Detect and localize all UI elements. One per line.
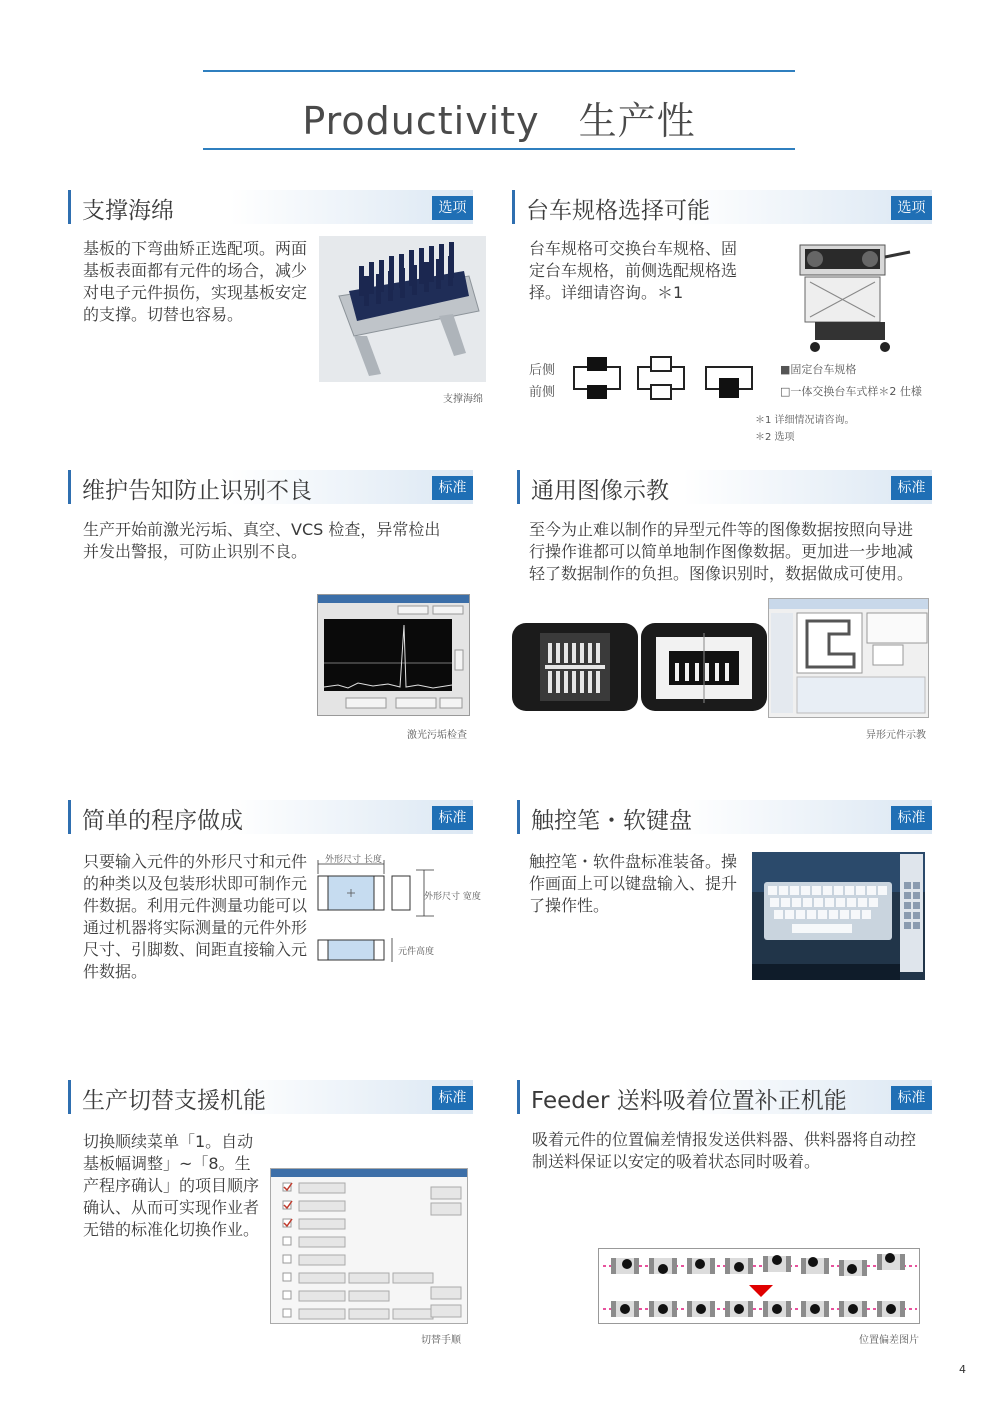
section-text: 吸着元件的位置偏差情报发送供料器、供料器将自动控制送料保证以安定的吸着状态同时吸着。	[532, 1130, 917, 1171]
section-text: 基板的下弯曲矫正选配项。两面基板表面都有元件的场合，减少对电子元件损伤，实现基板安定的支撑。切替也容易。	[83, 239, 308, 324]
figure-caption: 位置偏差图片	[859, 1335, 919, 1346]
section-header-touch-pen-keyboard	[517, 800, 932, 834]
standard-badge: 标准	[891, 476, 932, 500]
footnote-1: ＊1 详细情况请咨询。	[755, 415, 855, 426]
standard-badge: 标准	[432, 806, 473, 830]
support-sponge-photo	[319, 236, 486, 382]
section-title: Feeder 送料吸着位置补正机能	[531, 1088, 847, 1114]
cart-config-diagrams	[572, 356, 757, 400]
figure-caption: 异形元件示教	[866, 730, 926, 741]
section-text: 台车规格可交换台车规格、固定台车规格，前侧选配规格选择。详细请咨询。＊1	[529, 239, 738, 302]
legend-fixed-cart: ■固定台车规格	[780, 363, 857, 376]
section-header-changeover-support	[68, 1080, 473, 1114]
standard-badge: 标准	[432, 1086, 473, 1110]
section-header-image-teaching	[517, 470, 932, 504]
section-header-support-sponge	[68, 190, 473, 224]
title-rule-top	[203, 70, 795, 72]
section-title: 维护告知防止识别不良	[82, 478, 312, 504]
figure-caption: 激光污垢检查	[407, 730, 467, 741]
section-title: 简单的程序做成	[82, 808, 243, 834]
section-header-cart-spec	[512, 190, 932, 224]
section-text: 至今为止难以制作的异型元件等的图像数据按照向导进行操作谁都可以简单地制作图像数据。更加进一步地减轻了数据制作的负担。图像识别时，数据做成可使用。	[529, 520, 914, 583]
section-text: 只要输入元件的外形尺寸和元件的种类以及包装形状即可制作元件数据。利用元件测量功能可以通过机器将实际测量的元件外形尺寸、引脚数、间距直接输入元件数据。	[83, 852, 308, 981]
component-image-1	[512, 623, 638, 711]
section-title: 生产切替支援机能	[82, 1088, 266, 1114]
feeder-cart-photo	[785, 237, 915, 355]
rear-side-label: 后侧	[529, 363, 556, 378]
standard-badge: 标准	[891, 1086, 932, 1110]
section-title: 支撑海绵	[82, 198, 174, 224]
dim-length-label: 外形尺寸 长度	[325, 855, 382, 865]
section-text: 触控笔・软件盘标准装备。操作画面上可以键盘输入、提升了操作性。	[529, 852, 738, 915]
section-text: 切换顺续菜单「1。自动基板幅调整」~「8。生产程序确认」的项目顺序确认、从而可实现作业者无错的标准化切换作业。	[83, 1132, 260, 1239]
standard-badge: 标准	[891, 806, 932, 830]
section-text: 生产开始前激光污垢、真空、VCS 检查，异常检出并发出警报，可防止识别不良。	[83, 520, 441, 561]
component-dimension-diagram	[316, 860, 436, 962]
section-title: 台车规格选择可能	[526, 198, 710, 224]
title-rule-bottom	[203, 148, 795, 150]
section-title: 触控笔・软键盘	[531, 808, 692, 834]
standard-badge: 标准	[432, 476, 473, 500]
changeover-procedure-screenshot	[270, 1168, 468, 1324]
laser-inspection-screenshot	[317, 594, 470, 716]
section-header-feeder-correction	[517, 1080, 932, 1114]
dim-height-label: 元件高度	[398, 947, 435, 957]
option-badge: 选项	[891, 196, 932, 220]
legend-exchange-cart: □一体交换台车式样＊2 仕様	[780, 385, 922, 398]
option-badge: 选项	[432, 196, 473, 220]
pickup-offset-diagram	[598, 1248, 920, 1324]
dim-width-label: 外形尺寸 宽度	[424, 892, 481, 902]
section-header-easy-programming	[68, 800, 473, 834]
front-side-label: 前侧	[529, 385, 556, 400]
figure-caption: 支撑海绵	[443, 394, 483, 405]
page-number: 4	[959, 1363, 966, 1376]
soft-keyboard-screenshot	[752, 852, 925, 980]
page-title: Productivity 生产性	[302, 99, 696, 143]
teaching-software-screenshot	[768, 598, 929, 718]
section-title: 通用图像示教	[531, 478, 669, 504]
section-header-maintenance-alert	[68, 470, 473, 504]
figure-caption: 切替手顺	[421, 1335, 461, 1346]
footnote-2: ＊2 选项	[755, 432, 795, 443]
component-image-2	[641, 623, 767, 711]
